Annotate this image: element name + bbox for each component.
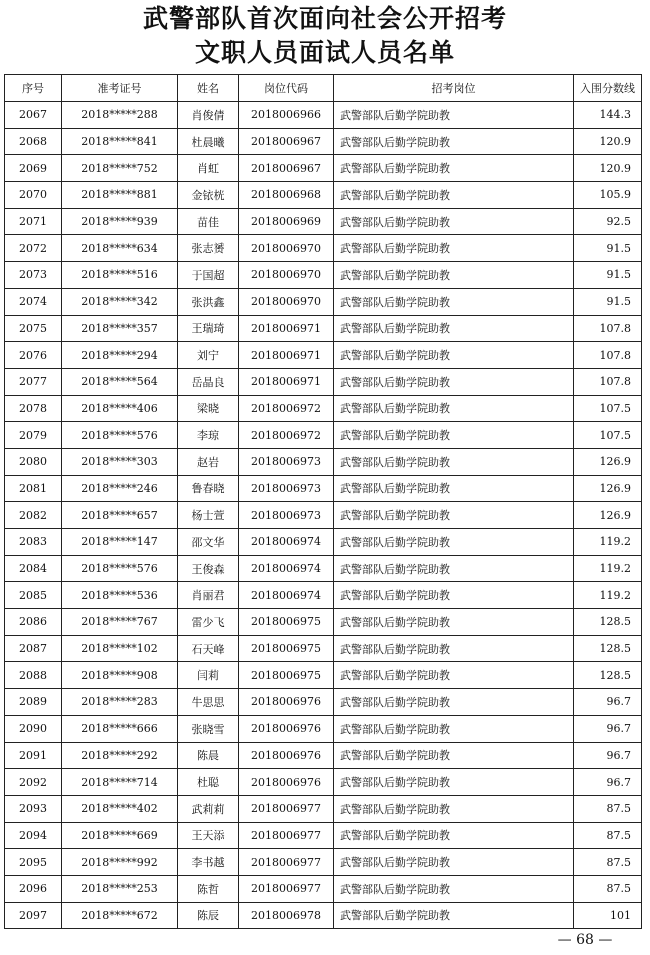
cell-serial-number: 2067 [5,102,62,129]
cell-post-code: 2018006973 [239,448,334,475]
cell-post: 武警部队后勤学院助教 [334,715,574,742]
cell-post-code: 2018006972 [239,422,334,449]
header-admission-ticket: 准考证号 [62,75,178,102]
cell-admission-ticket: 2018*****342 [62,288,178,315]
cell-post: 武警部队后勤学院助教 [334,635,574,662]
table-row [5,902,642,929]
cell-cutoff-score: 96.7 [574,742,642,769]
cell-post-code: 2018006976 [239,689,334,716]
document-title-line-2: 文职人员面试人员名单 [194,38,455,67]
cell-cutoff-score: 91.5 [574,235,642,262]
cell-post: 武警部队后勤学院助教 [334,422,574,449]
table-row [5,155,642,182]
table-row [5,582,642,609]
cell-serial-number: 2071 [5,208,62,235]
cell-admission-ticket: 2018*****881 [62,182,178,209]
cell-cutoff-score: 128.5 [574,635,642,662]
cell-post: 武警部队后勤学院助教 [334,262,574,289]
document-title-line-1: 武警部队首次面向社会公开招考 [142,4,507,33]
cell-post-code: 2018006975 [239,609,334,636]
cell-post: 武警部队后勤学院助教 [334,368,574,395]
cell-cutoff-score: 128.5 [574,662,642,689]
cell-post-code: 2018006975 [239,635,334,662]
cell-serial-number: 2094 [5,822,62,849]
cell-name: 杜聪 [178,769,239,796]
cell-serial-number: 2070 [5,182,62,209]
cell-post: 武警部队后勤学院助教 [334,902,574,929]
cell-cutoff-score: 107.8 [574,368,642,395]
cell-serial-number: 2083 [5,529,62,556]
cell-admission-ticket: 2018*****283 [62,689,178,716]
cell-serial-number: 2080 [5,448,62,475]
cell-name: 梁晓 [178,395,239,422]
table-header-row [5,75,642,102]
cell-serial-number: 2087 [5,635,62,662]
cell-name: 赵岩 [178,448,239,475]
cell-post: 武警部队后勤学院助教 [334,822,574,849]
cell-name: 雷少飞 [178,609,239,636]
cell-post-code: 2018006977 [239,795,334,822]
cell-cutoff-score: 101 [574,902,642,929]
table-row [5,102,642,129]
cell-cutoff-score: 126.9 [574,475,642,502]
cell-admission-ticket: 2018*****657 [62,502,178,529]
cell-cutoff-score: 87.5 [574,875,642,902]
cell-admission-ticket: 2018*****292 [62,742,178,769]
cell-cutoff-score: 96.7 [574,769,642,796]
table-row [5,208,642,235]
cell-serial-number: 2085 [5,582,62,609]
cell-serial-number: 2072 [5,235,62,262]
cell-post: 武警部队后勤学院助教 [334,875,574,902]
cell-name: 李书越 [178,849,239,876]
table-row [5,262,642,289]
cell-post-code: 2018006977 [239,822,334,849]
table-row [5,502,642,529]
cell-name: 鲁春晓 [178,475,239,502]
cell-post: 武警部队后勤学院助教 [334,849,574,876]
cell-cutoff-score: 144.3 [574,102,642,129]
cell-serial-number: 2095 [5,849,62,876]
header-serial-number: 序号 [5,75,62,102]
table-row [5,422,642,449]
cell-post: 武警部队后勤学院助教 [334,448,574,475]
table-row [5,609,642,636]
cell-admission-ticket: 2018*****253 [62,875,178,902]
cell-admission-ticket: 2018*****752 [62,155,178,182]
cell-name: 肖虹 [178,155,239,182]
cell-admission-ticket: 2018*****992 [62,849,178,876]
cell-admission-ticket: 2018*****669 [62,822,178,849]
cell-post: 武警部队后勤学院助教 [334,102,574,129]
cell-admission-ticket: 2018*****516 [62,262,178,289]
table-row [5,875,642,902]
cell-admission-ticket: 2018*****357 [62,315,178,342]
cell-admission-ticket: 2018*****666 [62,715,178,742]
cell-serial-number: 2091 [5,742,62,769]
cell-post-code: 2018006970 [239,288,334,315]
cell-post-code: 2018006976 [239,742,334,769]
cell-post: 武警部队后勤学院助教 [334,395,574,422]
cell-name: 岳晶良 [178,368,239,395]
cell-post: 武警部队后勤学院助教 [334,502,574,529]
cell-cutoff-score: 87.5 [574,822,642,849]
cell-cutoff-score: 126.9 [574,448,642,475]
table-row [5,182,642,209]
cell-name: 武莉莉 [178,795,239,822]
cell-admission-ticket: 2018*****564 [62,368,178,395]
cell-name: 张晓雪 [178,715,239,742]
cell-cutoff-score: 126.9 [574,502,642,529]
cell-name: 杨士萱 [178,502,239,529]
cell-post: 武警部队后勤学院助教 [334,208,574,235]
cell-cutoff-score: 107.5 [574,422,642,449]
table-row [5,342,642,369]
table-row [5,715,642,742]
cell-name: 牛思思 [178,689,239,716]
cell-post-code: 2018006972 [239,395,334,422]
cell-serial-number: 2084 [5,555,62,582]
cell-serial-number: 2073 [5,262,62,289]
header-post: 招考岗位 [334,75,574,102]
cell-serial-number: 2090 [5,715,62,742]
cell-post: 武警部队后勤学院助教 [334,689,574,716]
cell-cutoff-score: 120.9 [574,155,642,182]
cell-post-code: 2018006971 [239,342,334,369]
cell-post-code: 2018006977 [239,849,334,876]
cell-name: 肖丽君 [178,582,239,609]
cell-post-code: 2018006974 [239,582,334,609]
cell-serial-number: 2088 [5,662,62,689]
table-row [5,795,642,822]
cell-post-code: 2018006978 [239,902,334,929]
cell-post-code: 2018006971 [239,315,334,342]
cell-name: 金铱桄 [178,182,239,209]
cell-serial-number: 2069 [5,155,62,182]
cell-serial-number: 2081 [5,475,62,502]
table-row [5,635,642,662]
table-row [5,448,642,475]
cell-post: 武警部队后勤学院助教 [334,555,574,582]
cell-cutoff-score: 128.5 [574,609,642,636]
cell-admission-ticket: 2018*****303 [62,448,178,475]
cell-admission-ticket: 2018*****767 [62,609,178,636]
cell-post: 武警部队后勤学院助教 [334,742,574,769]
cell-cutoff-score: 91.5 [574,288,642,315]
cell-post-code: 2018006976 [239,769,334,796]
cell-admission-ticket: 2018*****576 [62,422,178,449]
cell-name: 王俊森 [178,555,239,582]
cell-admission-ticket: 2018*****147 [62,529,178,556]
cell-serial-number: 2092 [5,769,62,796]
cell-post: 武警部队后勤学院助教 [334,662,574,689]
cell-post: 武警部队后勤学院助教 [334,342,574,369]
table-body [5,102,642,929]
cell-serial-number: 2089 [5,689,62,716]
header-cutoff-score: 入围分数线 [574,75,642,102]
cell-cutoff-score: 119.2 [574,555,642,582]
table-row [5,555,642,582]
table-row [5,288,642,315]
table-row [5,849,642,876]
table-row [5,742,642,769]
cell-post: 武警部队后勤学院助教 [334,182,574,209]
cell-admission-ticket: 2018*****102 [62,635,178,662]
table-row [5,475,642,502]
cell-name: 于国超 [178,262,239,289]
cell-serial-number: 2086 [5,609,62,636]
table-row [5,235,642,262]
cell-name: 邵文华 [178,529,239,556]
cell-post-code: 2018006973 [239,502,334,529]
cell-name: 陈晨 [178,742,239,769]
cell-post-code: 2018006969 [239,208,334,235]
cell-cutoff-score: 96.7 [574,689,642,716]
cell-cutoff-score: 96.7 [574,715,642,742]
cell-post-code: 2018006974 [239,555,334,582]
cell-post: 武警部队后勤学院助教 [334,288,574,315]
cell-post-code: 2018006976 [239,715,334,742]
cell-serial-number: 2068 [5,128,62,155]
table-row [5,529,642,556]
cell-name: 陈哲 [178,875,239,902]
cell-name: 肖俊倩 [178,102,239,129]
cell-admission-ticket: 2018*****908 [62,662,178,689]
cell-cutoff-score: 92.5 [574,208,642,235]
table-row [5,769,642,796]
table-row [5,662,642,689]
cell-admission-ticket: 2018*****672 [62,902,178,929]
cell-admission-ticket: 2018*****634 [62,235,178,262]
cell-serial-number: 2075 [5,315,62,342]
cell-cutoff-score: 120.9 [574,128,642,155]
cell-admission-ticket: 2018*****714 [62,769,178,796]
cell-name: 王天添 [178,822,239,849]
cell-name: 王瑞琦 [178,315,239,342]
cell-name: 陈辰 [178,902,239,929]
cell-serial-number: 2074 [5,288,62,315]
cell-post-code: 2018006974 [239,529,334,556]
header-post-code: 岗位代码 [239,75,334,102]
cell-post: 武警部队后勤学院助教 [334,155,574,182]
cell-post-code: 2018006966 [239,102,334,129]
cell-post-code: 2018006975 [239,662,334,689]
table-row [5,689,642,716]
cell-post: 武警部队后勤学院助教 [334,235,574,262]
cell-post-code: 2018006967 [239,155,334,182]
candidate-table [4,74,642,929]
cell-serial-number: 2096 [5,875,62,902]
cell-serial-number: 2082 [5,502,62,529]
cell-serial-number: 2097 [5,902,62,929]
cell-cutoff-score: 87.5 [574,849,642,876]
cell-admission-ticket: 2018*****288 [62,102,178,129]
cell-name: 张志赟 [178,235,239,262]
table-row [5,395,642,422]
cell-name: 李琼 [178,422,239,449]
cell-cutoff-score: 107.8 [574,342,642,369]
cell-cutoff-score: 91.5 [574,262,642,289]
cell-name: 闫莉 [178,662,239,689]
cell-cutoff-score: 107.8 [574,315,642,342]
cell-admission-ticket: 2018*****939 [62,208,178,235]
table-row [5,128,642,155]
cell-admission-ticket: 2018*****402 [62,795,178,822]
cell-serial-number: 2076 [5,342,62,369]
cell-admission-ticket: 2018*****406 [62,395,178,422]
cell-admission-ticket: 2018*****841 [62,128,178,155]
table-row [5,822,642,849]
cell-cutoff-score: 87.5 [574,795,642,822]
cell-admission-ticket: 2018*****246 [62,475,178,502]
cell-admission-ticket: 2018*****576 [62,555,178,582]
page-number: — 68 — [557,932,613,948]
cell-name: 石天峰 [178,635,239,662]
cell-post-code: 2018006977 [239,875,334,902]
cell-serial-number: 2077 [5,368,62,395]
cell-post-code: 2018006970 [239,235,334,262]
cell-post-code: 2018006973 [239,475,334,502]
cell-cutoff-score: 107.5 [574,395,642,422]
table-row [5,368,642,395]
cell-post-code: 2018006967 [239,128,334,155]
cell-name: 杜晨曦 [178,128,239,155]
cell-post-code: 2018006968 [239,182,334,209]
cell-cutoff-score: 105.9 [574,182,642,209]
cell-post: 武警部队后勤学院助教 [334,609,574,636]
cell-post: 武警部队后勤学院助教 [334,315,574,342]
cell-cutoff-score: 119.2 [574,529,642,556]
cell-cutoff-score: 119.2 [574,582,642,609]
cell-serial-number: 2079 [5,422,62,449]
cell-post-code: 2018006970 [239,262,334,289]
table-row [5,315,642,342]
cell-admission-ticket: 2018*****294 [62,342,178,369]
header-name: 姓名 [178,75,239,102]
cell-name: 苗佳 [178,208,239,235]
cell-admission-ticket: 2018*****536 [62,582,178,609]
cell-name: 刘宁 [178,342,239,369]
cell-post: 武警部队后勤学院助教 [334,128,574,155]
cell-post: 武警部队后勤学院助教 [334,582,574,609]
cell-post: 武警部队后勤学院助教 [334,795,574,822]
cell-name: 张洪鑫 [178,288,239,315]
cell-serial-number: 2078 [5,395,62,422]
cell-post: 武警部队后勤学院助教 [334,529,574,556]
cell-post: 武警部队后勤学院助教 [334,475,574,502]
cell-post: 武警部队后勤学院助教 [334,769,574,796]
cell-post-code: 2018006971 [239,368,334,395]
cell-serial-number: 2093 [5,795,62,822]
